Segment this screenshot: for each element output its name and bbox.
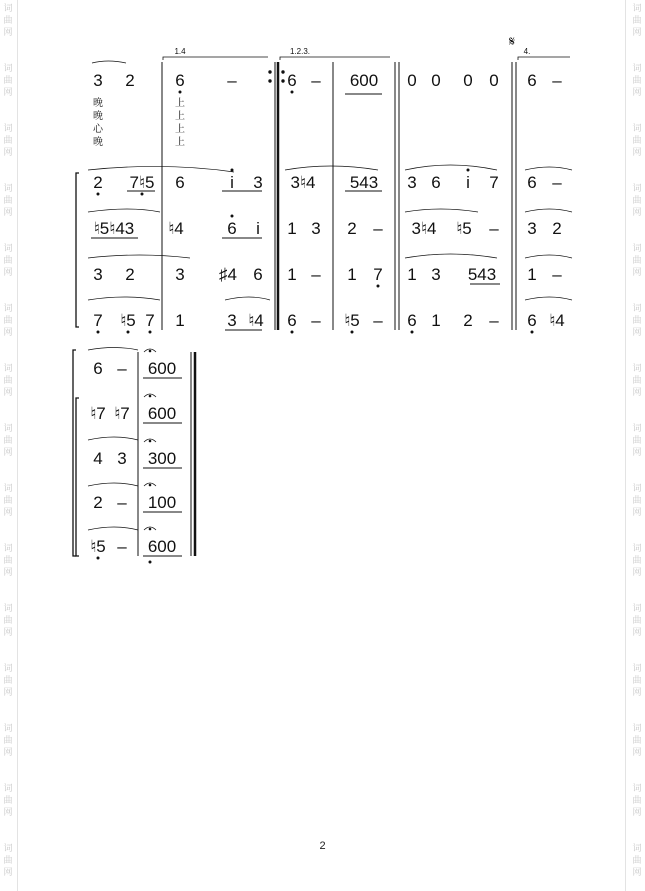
watermark-char: 曲 xyxy=(632,736,642,746)
part3-note: 3 xyxy=(431,265,441,284)
lyric-char: 上 xyxy=(175,137,185,148)
lyric-char: 晚 xyxy=(93,137,103,148)
part2-note: 6 xyxy=(227,219,237,238)
watermark-char: 词 xyxy=(3,724,13,734)
part4-note: ♮4 xyxy=(549,311,565,330)
watermark-char: 曲 xyxy=(3,436,13,446)
part4-note: 6 xyxy=(407,311,417,330)
watermark-char: 词 xyxy=(632,4,642,14)
part4-note: ♮4 xyxy=(248,311,264,330)
part3-note: 543 xyxy=(467,265,497,284)
part1-note: 3 xyxy=(407,173,417,192)
melody-note: 6 xyxy=(175,71,185,90)
watermark-char: 词 xyxy=(3,244,13,254)
part1-note: ♮7 xyxy=(114,404,130,423)
melody-note: 0 xyxy=(431,71,441,90)
watermark-char: 词 xyxy=(3,484,13,494)
watermark-char: 网 xyxy=(3,808,13,818)
segno-sign: 𝄋 xyxy=(508,33,516,49)
part4-note: 600 xyxy=(147,537,177,556)
watermark-char: 词 xyxy=(632,124,642,134)
watermark-char: 网 xyxy=(632,448,642,458)
watermark-char: 曲 xyxy=(3,736,13,746)
watermark-char: 曲 xyxy=(632,616,642,626)
part1-note: 2 xyxy=(93,173,103,192)
watermark-char: 曲 xyxy=(632,856,642,866)
watermark-char: 网 xyxy=(632,748,642,758)
volta-1-2-3: 1.2.3. xyxy=(289,47,311,56)
melody-note: 6 xyxy=(527,71,537,90)
part3-note: 3 xyxy=(93,265,103,284)
part4-note: – xyxy=(117,537,127,556)
watermark-char: 曲 xyxy=(3,676,13,686)
watermark-char: 网 xyxy=(3,448,13,458)
part2-note: 3 xyxy=(311,219,321,238)
watermark-char: 曲 xyxy=(3,496,13,506)
watermark-char: 网 xyxy=(632,508,642,518)
watermark-char: 词 xyxy=(3,64,13,74)
part4-note: – xyxy=(373,311,383,330)
part1-note: 7♮5 xyxy=(129,173,155,192)
lyric-char: 上 xyxy=(175,98,185,109)
part2-note: ♮4 xyxy=(168,219,184,238)
part1-note: 6 xyxy=(527,173,537,192)
watermark-char: 网 xyxy=(632,328,642,338)
melody-note: – xyxy=(227,71,237,90)
watermark-char: 网 xyxy=(632,28,642,38)
part3-note: 1 xyxy=(347,265,357,284)
watermark-char: 曲 xyxy=(3,196,13,206)
part2-note: – xyxy=(489,219,499,238)
part4-note: 1 xyxy=(431,311,441,330)
watermark-char: 词 xyxy=(632,364,642,374)
watermark-char: 曲 xyxy=(632,796,642,806)
watermark-char: 曲 xyxy=(3,136,13,146)
part1-note: 6 xyxy=(175,173,185,192)
watermark-char: 词 xyxy=(3,544,13,554)
watermark-char: 网 xyxy=(632,688,642,698)
part4-note: 2 xyxy=(463,311,473,330)
watermark-char: 词 xyxy=(632,604,642,614)
part1-note: 543 xyxy=(349,173,379,192)
part3-note: 2 xyxy=(93,493,103,512)
part2-note: – xyxy=(373,219,383,238)
part4-note: 3 xyxy=(227,311,237,330)
watermark-char: 词 xyxy=(3,664,13,674)
part3-note: ♯4 xyxy=(219,265,237,284)
watermark-char: 词 xyxy=(632,244,642,254)
watermark-char: 网 xyxy=(3,328,13,338)
watermark-char: 曲 xyxy=(3,556,13,566)
part3-note: 1 xyxy=(407,265,417,284)
part2-note: 3 xyxy=(117,449,127,468)
watermark-char: 词 xyxy=(632,544,642,554)
part1-note: i xyxy=(230,173,234,192)
watermark-char: 曲 xyxy=(632,316,642,326)
part2-note: 1 xyxy=(287,219,297,238)
watermark-char: 曲 xyxy=(632,76,642,86)
watermark-char: 网 xyxy=(632,148,642,158)
part4-note: ♮5 xyxy=(90,537,106,556)
part4-note: – xyxy=(489,311,499,330)
part3-note: 6 xyxy=(253,265,263,284)
watermark-char: 词 xyxy=(3,304,13,314)
watermark-char: 网 xyxy=(632,208,642,218)
watermark-char: 词 xyxy=(3,784,13,794)
melody-note: 2 xyxy=(125,71,135,90)
watermark-char: 曲 xyxy=(632,436,642,446)
watermark-char: 曲 xyxy=(3,856,13,866)
part2-note: 300 xyxy=(147,449,177,468)
lyric-char: 心 xyxy=(93,124,103,135)
lyric-char: 上 xyxy=(175,111,185,122)
watermark-char: 词 xyxy=(632,64,642,74)
part1-note: 6 xyxy=(431,173,441,192)
watermark-char: 词 xyxy=(632,304,642,314)
part3-note: – xyxy=(552,265,562,284)
part4-note: ♮5 xyxy=(344,311,360,330)
watermark-char: 网 xyxy=(632,88,642,98)
part3-note: 1 xyxy=(287,265,297,284)
watermark-char: 网 xyxy=(632,628,642,638)
part4-note: 6 xyxy=(527,311,537,330)
watermark-char: 网 xyxy=(3,88,13,98)
watermark-char: 词 xyxy=(3,424,13,434)
part3-note: 100 xyxy=(147,493,177,512)
watermark-char: 网 xyxy=(3,208,13,218)
volta-1-4: 1.4 xyxy=(174,47,186,56)
watermark-char: 网 xyxy=(3,28,13,38)
part3-note: 2 xyxy=(125,265,135,284)
part2-note: 3 xyxy=(527,219,537,238)
watermark-char: 网 xyxy=(3,868,13,878)
watermark-char: 网 xyxy=(3,688,13,698)
watermark-char: 曲 xyxy=(3,616,13,626)
volta-4: 4. xyxy=(523,47,531,56)
lyric-char: 晚 xyxy=(93,111,103,122)
part1-note: – xyxy=(552,173,562,192)
watermark-char: 曲 xyxy=(632,376,642,386)
watermark-char: 网 xyxy=(3,148,13,158)
part4-note: 7 xyxy=(93,311,103,330)
part3-note: 3 xyxy=(175,265,185,284)
watermark-char: 网 xyxy=(632,808,642,818)
part3-note: – xyxy=(311,265,321,284)
watermark-char: 曲 xyxy=(3,256,13,266)
lyric-char: 晚 xyxy=(93,98,103,109)
part4-note: – xyxy=(311,311,321,330)
melody-note: 600 xyxy=(349,71,379,90)
watermark-char: 词 xyxy=(632,484,642,494)
watermark-char: 网 xyxy=(3,268,13,278)
watermark-char: 曲 xyxy=(632,196,642,206)
watermark-char: 词 xyxy=(632,184,642,194)
part1-note: 3 xyxy=(253,173,263,192)
watermark-char: 曲 xyxy=(632,136,642,146)
melody-note: – xyxy=(552,71,562,90)
watermark-char: 曲 xyxy=(632,256,642,266)
watermark-char: 网 xyxy=(3,568,13,578)
part2-note: i xyxy=(256,219,260,238)
melody-note: 600 xyxy=(147,359,177,378)
watermark-char: 词 xyxy=(632,664,642,674)
part1-note: 600 xyxy=(147,404,177,423)
part4-note: 6 xyxy=(287,311,297,330)
watermark-char: 网 xyxy=(3,748,13,758)
watermark-char: 网 xyxy=(632,268,642,278)
part2-note: ♮5♮43 xyxy=(93,219,135,238)
part3-note: 1 xyxy=(527,265,537,284)
part2-note: 2 xyxy=(347,219,357,238)
watermark-char: 词 xyxy=(3,604,13,614)
watermark-char: 网 xyxy=(632,868,642,878)
part1-note: i xyxy=(466,173,470,192)
watermark-char: 曲 xyxy=(3,316,13,326)
watermark-char: 词 xyxy=(632,424,642,434)
part4-note: ♮5 xyxy=(120,311,136,330)
part1-note: 3♮4 xyxy=(290,173,316,192)
part4-note: 1 xyxy=(175,311,185,330)
part3-note: 7 xyxy=(373,265,383,284)
melody-note: 3 xyxy=(93,71,103,90)
watermark-char: 曲 xyxy=(632,496,642,506)
watermark-char: 曲 xyxy=(3,376,13,386)
watermark-char: 网 xyxy=(632,388,642,398)
watermark-char: 曲 xyxy=(632,676,642,686)
part3-note: – xyxy=(117,493,127,512)
part2-note: 3♮4 xyxy=(411,219,437,238)
watermark-char: 词 xyxy=(3,124,13,134)
watermark-char: 曲 xyxy=(632,556,642,566)
melody-note: 6 xyxy=(287,71,297,90)
watermark-char: 词 xyxy=(3,364,13,374)
watermark-char: 词 xyxy=(632,784,642,794)
watermark-char: 网 xyxy=(3,628,13,638)
part1-note: 7 xyxy=(489,173,499,192)
watermark-char: 曲 xyxy=(3,16,13,26)
melody-note: 6 xyxy=(93,359,103,378)
melody-note: 0 xyxy=(407,71,417,90)
watermark-char: 词 xyxy=(3,844,13,854)
lyric-char: 上 xyxy=(175,124,185,135)
melody-note: – xyxy=(311,71,321,90)
watermark-char: 曲 xyxy=(3,76,13,86)
watermark-char: 词 xyxy=(632,724,642,734)
watermark-char: 词 xyxy=(3,184,13,194)
part1-note: ♮7 xyxy=(90,404,106,423)
page-number: 2 xyxy=(319,840,326,852)
melody-note: 0 xyxy=(463,71,473,90)
watermark-char: 曲 xyxy=(3,796,13,806)
watermark-char: 网 xyxy=(3,388,13,398)
part4-note: 7 xyxy=(145,311,155,330)
watermark-char: 词 xyxy=(3,4,13,14)
melody-note: 0 xyxy=(489,71,499,90)
watermark-char: 网 xyxy=(3,508,13,518)
watermark-char: 网 xyxy=(632,568,642,578)
part2-note: ♮5 xyxy=(456,219,472,238)
watermark-char: 词 xyxy=(632,844,642,854)
melody-note: – xyxy=(117,359,127,378)
part2-note: 2 xyxy=(552,219,562,238)
watermark-char: 曲 xyxy=(632,16,642,26)
part2-note: 4 xyxy=(93,449,103,468)
